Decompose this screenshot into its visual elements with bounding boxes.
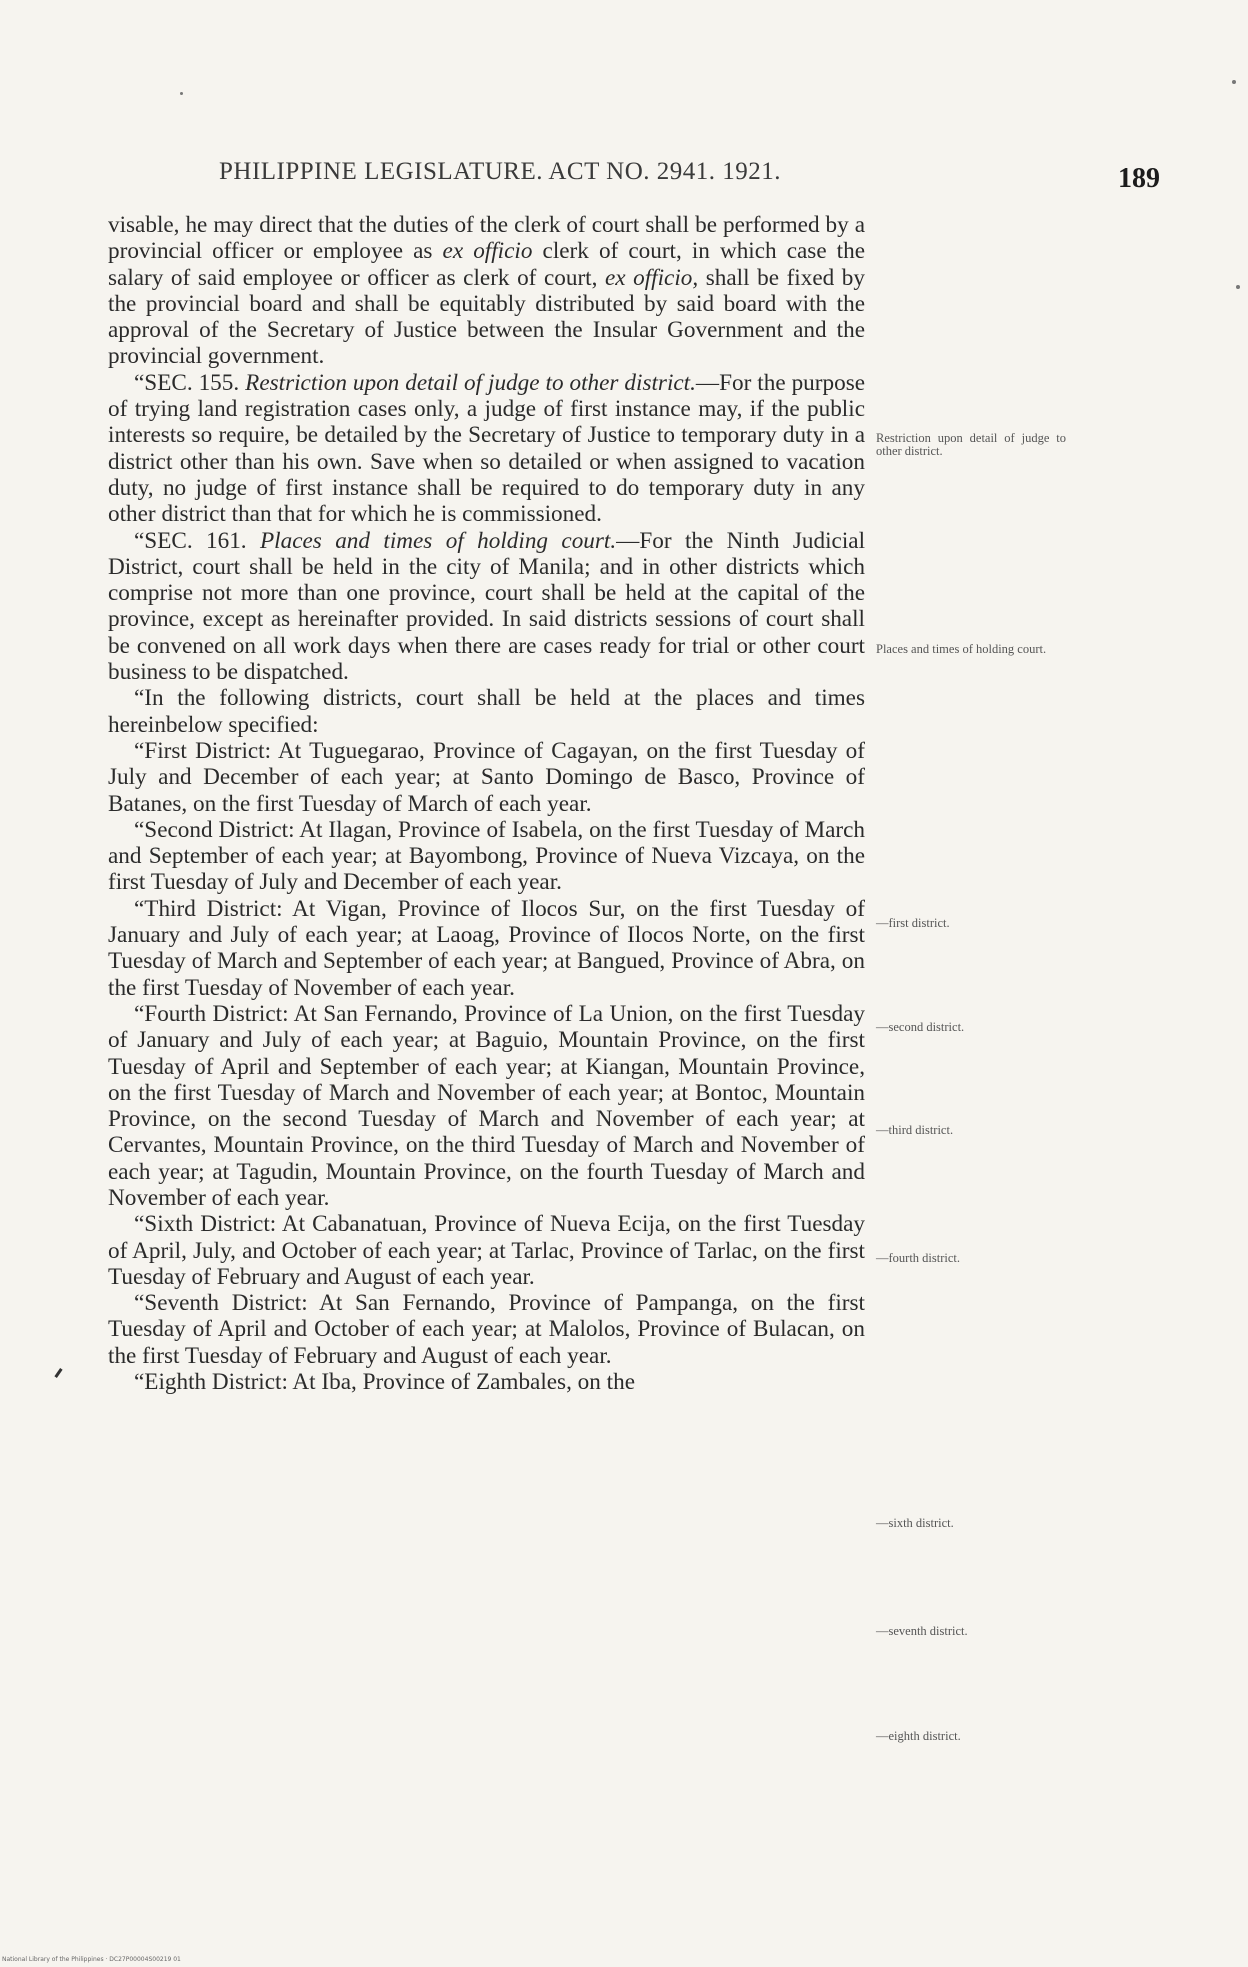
running-head: PHILIPPINE LEGISLATURE. ACT NO. 2941. 1921.: [218, 158, 781, 185]
section-number: “SEC. 155.: [134, 369, 240, 396]
margin-note-second-district: —second district.: [876, 1020, 965, 1034]
section-title: Places and times of holding court.: [260, 527, 617, 554]
paragraph-second-district: “Second District: At Ilagan, Province of Isabela, on the first Tuesday of March and September of each year; at Bayombong, Province of Nueva Vizcaya, on the first Tuesday of July and December of each year.: [108, 816, 865, 896]
paragraph-continuation: [108, 212, 865, 370]
paragraph-fourth-district: “Fourth District: At San Fernando, Province of La Union, on the first Tuesday of January and July of each year; at Baguio, Mountain Province, on the first Tuesday of April and September of each year; at Kiangan, Mountain Province, on the first Tuesday of March and November of each year; at Bontoc, Mountain Province, on the second Tuesday of March and November of each year; at Cervantes, Mountain Province, on the third Tuesday of March and November of each year; at Tagudin, Mountain Province, on the fourth Tuesday of March and November of each year.: [108, 1000, 865, 1211]
margin-note-seventh-district: —seventh district.: [876, 1624, 968, 1638]
margin-note-fourth-district: —fourth district.: [876, 1251, 961, 1265]
margin-note-first-district: —first district.: [876, 916, 950, 930]
margin-note-eighth-district: —eighth district.: [876, 1729, 961, 1743]
section-title: Restriction upon detail of judge to other district.: [245, 369, 696, 396]
section-155: [108, 370, 865, 528]
paragraph-first-district: “First District: At Tuguegarao, Province of Cagayan, on the first Tuesday of July and December of each year; at Santo Domingo de Basco, Province of Batanes, on the first Tuesday of March of each year.: [108, 737, 865, 817]
italic-term: ex officio: [442, 238, 533, 265]
margin-note-restriction: Restriction upon detail of judge to other district.: [876, 431, 1066, 458]
body-text: [108, 212, 865, 1395]
margin-note-sixth-district: —sixth district.: [876, 1516, 954, 1530]
scan-speck: [1232, 80, 1236, 84]
margin-note-places: Places and times of holding court.: [876, 642, 1047, 656]
scan-speck: [180, 92, 183, 95]
scan-caption: National Library of the Philippines · DC27P00004S00219 01: [2, 1956, 181, 1963]
paragraph-following: “In the following districts, court shall be held at the places and times hereinbelow specified:: [108, 685, 865, 738]
section-text: —For the purpose of trying land registration cases only, a judge of first instance may, if the public interests so require, be detailed by the Secretary of Justice to temporary duty in a district other than his own. Save when so detailed or when assigned to vacation duty, no judge of first instance shall be required to do temporary duty in any other district than that for which he is commissioned.: [108, 369, 866, 528]
section-text: —For the Ninth Judicial District, court shall be held in the city of Manila; and in other districts which comprise not more than one province, court shall be held at the capital of the province, except as hereinafter provided. In said districts sessions of court shall be convened on all work days when there are cases ready for trial or other court business to be dispatched.: [108, 527, 866, 686]
paragraph-seventh-district: “Seventh District: At San Fernando, Province of Pampanga, on the first Tuesday of April and October of each year; at Malolos, Province of Bulacan, on the first Tuesday of February and August of each year.: [108, 1290, 865, 1369]
text-run: clerk of court, in which case the salary of said employee or officer as clerk of court,: [108, 238, 866, 291]
section-number: “SEC. 161.: [134, 527, 247, 554]
paragraph-third-district: “Third District: At Vigan, Province of Ilocos Sur, on the first Tuesday of January and July of each year; at Laoag, Province of Ilocos Norte, on the first Tuesday of March and September of each year; at Bangued, Province of Abra, on the first Tuesday of November of each year.: [108, 895, 865, 1001]
text-run: visable, he may direct that the duties of the clerk of court shall be performed by a provincial officer or employee as: [108, 212, 865, 265]
italic-term: ex officio,: [604, 264, 699, 291]
page-number: 189: [1118, 163, 1160, 194]
scan-mark: [54, 1368, 62, 1378]
scan-speck: [1236, 285, 1240, 289]
text-run: shall be fixed by the provincial board and shall be equitably distributed by said board with the approval of the Secretary of Justice between the Insular Government and the provincial government.: [108, 264, 865, 370]
paragraph-sixth-district: “Sixth District: At Cabanatuan, Province of Nueva Ecija, on the first Tuesday of April, July, and October of each year; at Tarlac, Province of Tarlac, on the first Tuesday of February and August of each year.: [108, 1211, 865, 1290]
paragraph-eighth-district: “Eighth District: At Iba, Province of Zambales, on the: [134, 1369, 635, 1396]
section-161: [108, 528, 865, 686]
margin-note-third-district: —third district.: [876, 1123, 954, 1137]
